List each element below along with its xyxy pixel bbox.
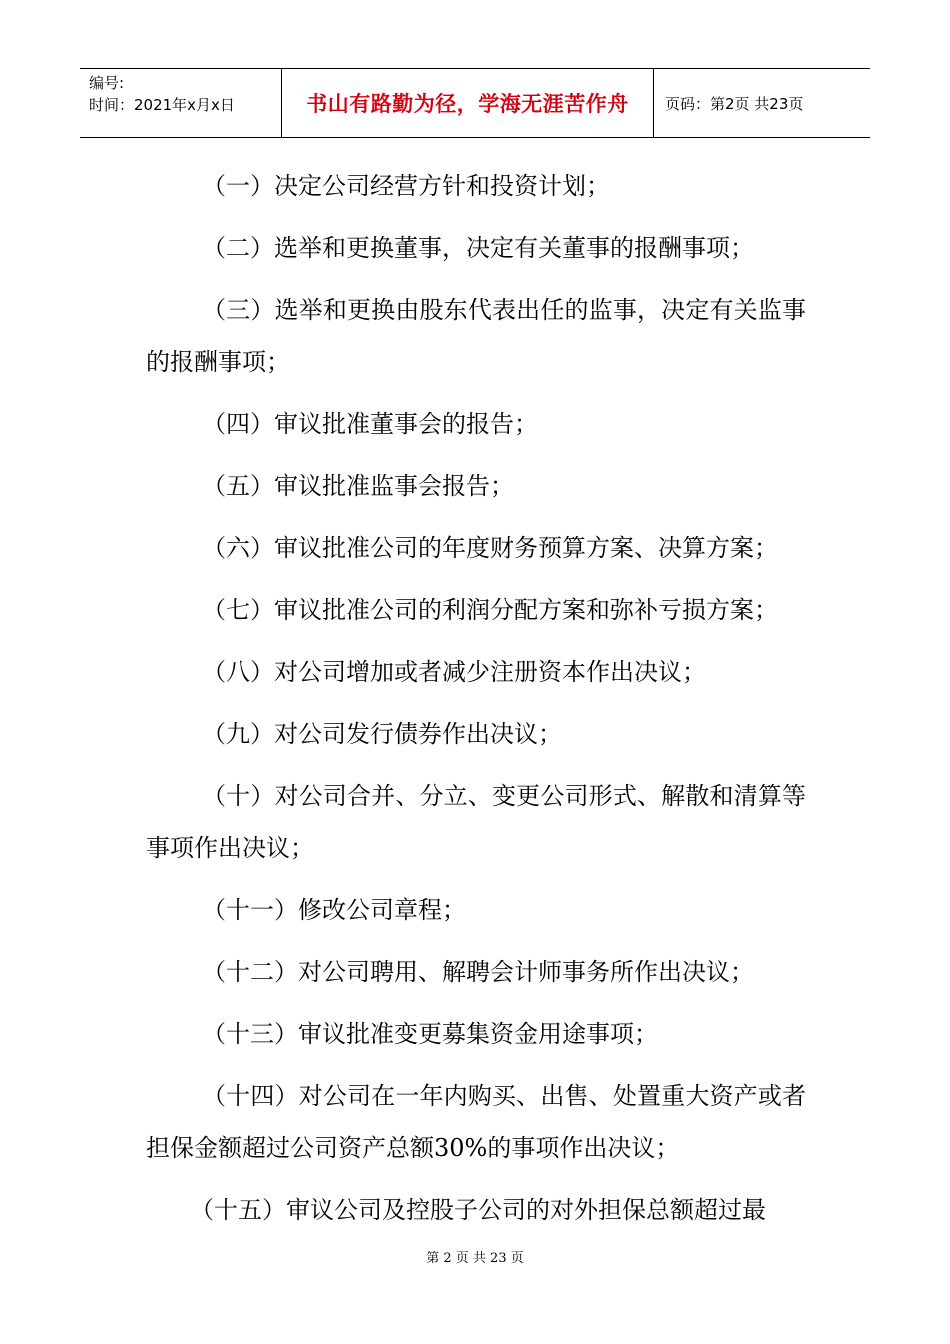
header-meta [80,69,282,137]
paragraph: （四）审议批准董事会的报告； [202,410,538,438]
paragraph: （十一）修改公司章程； [202,896,466,924]
paragraph: （二）选举和更换董事，决定有关董事的报酬事项； [202,234,754,262]
time-label: 时间：2021年x月x日 [89,96,235,114]
page-footer: 第 2 页 共 23 页 [426,1251,524,1266]
header-motto: 书山有路勤为径，学海无涯苦作舟 [282,69,654,137]
paragraph: （六）审议批准公司的年度财务预算方案、决算方案； [202,534,778,562]
paragraph: （一）决定公司经营方针和投资计划； [202,172,610,200]
paragraph: （三）选举和更换由股东代表出任的监事，决定有关监事的报酬事项； [146,296,806,376]
number-label: 编号: [89,74,125,92]
document-header [80,68,870,138]
paragraph: （十）对公司合并、分立、变更公司形式、解散和清算等事项作出决议； [146,782,806,862]
paragraph: （十四）对公司在一年内购买、出售、处置重大资产或者担保金额超过公司资产总额30%的事项作出决议； [146,1082,806,1162]
paragraph: （十五）审议公司及控股子公司的对外担保总额超过最 [190,1196,766,1224]
header-page-info: 页码：第2页 共23页 [665,94,804,113]
paragraph: （五）审议批准监事会报告； [202,472,514,500]
document-body [146,160,806,1246]
paragraph: （八）对公司增加或者减少注册资本作出决议； [202,658,706,686]
paragraph: （七）审议批准公司的利润分配方案和弥补亏损方案； [202,596,778,624]
paragraph: （九）对公司发行债券作出决议； [202,720,562,748]
paragraph: （十三）审议批准变更募集资金用途事项； [202,1020,658,1048]
paragraph: （十二）对公司聘用、解聘会计师事务所作出决议； [202,958,754,986]
